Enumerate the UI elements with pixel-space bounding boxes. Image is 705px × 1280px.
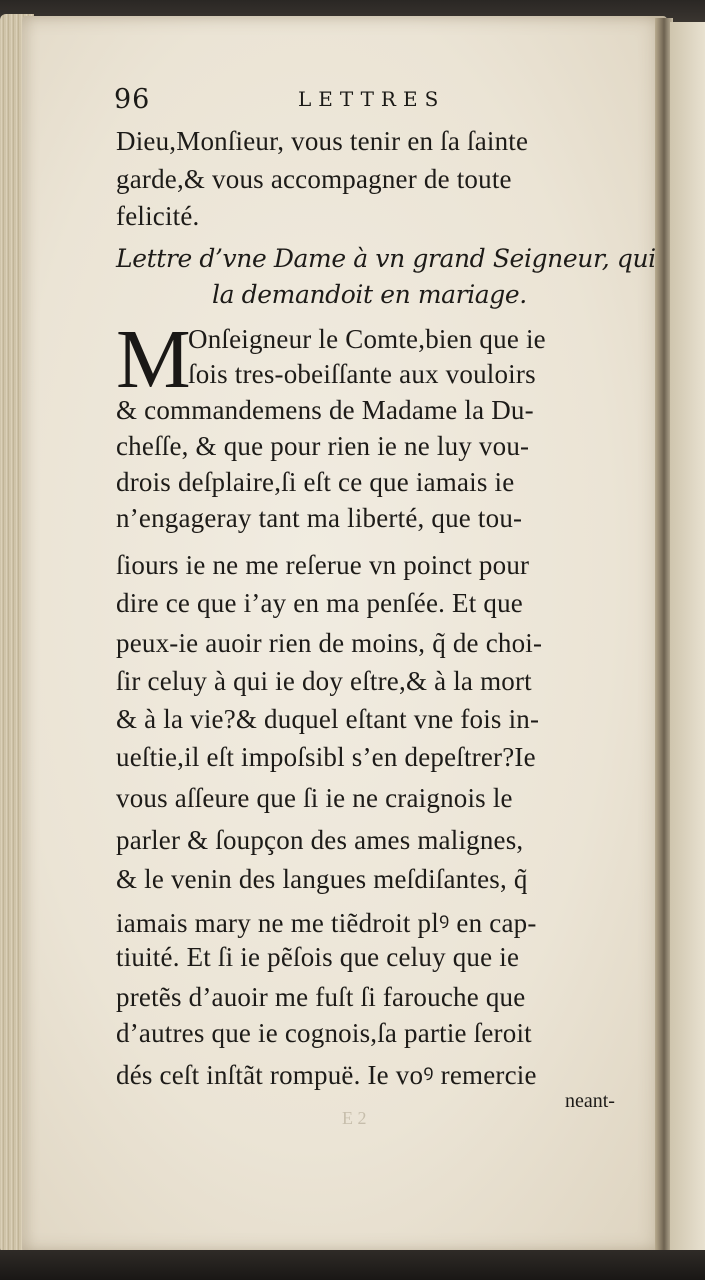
drop-cap: M [116, 313, 191, 406]
letter-line: dire ce que i’ay en ma penſée. Et que [116, 588, 523, 618]
running-title: LETTRES [298, 87, 446, 111]
letter-line: ſiours ie ne me reſerue vn poinct pour [116, 550, 530, 580]
letter-line: vous aſſeure que ſi ie ne craignois le [116, 783, 513, 813]
body-line: garde,& vous accompagner de toute [116, 164, 512, 194]
letter-line: pretẽs d’auoir me fuſt ſi farouche que [116, 982, 526, 1012]
letter-line: parler & ſoupçon des ames malignes, [116, 825, 524, 855]
binding-bottom [0, 1250, 705, 1280]
facing-page [670, 22, 705, 1250]
page-number: 96 [114, 84, 151, 115]
letter-line: dés ceſt inſtãt rompuë. Ie voꝰ remercie [116, 1060, 537, 1090]
letter-title-line: la demandoit en mariage. [212, 280, 527, 309]
letter-line: peux-ie auoir rien de moins, q̃ de choi- [116, 628, 543, 658]
letter-line: iamais mary ne me tiẽdroit plꝰ en cap- [116, 908, 537, 938]
letter-line: & commandemens de Madame la Du- [116, 395, 534, 425]
letter-line: drois deſplaire,ſi eſt ce que iamais ie [116, 467, 515, 497]
letter-line: ſir celuy à qui ie doy eſtre,& à la mort [116, 666, 532, 696]
letter-line: ueſtie,il eſt impoſsibl s’en depeſtrer?Ie [116, 742, 536, 772]
catchword: neant- [565, 1090, 615, 1112]
letter-line: ſois tres-obeiſſante aux vouloirs [188, 359, 536, 389]
letter-title-line: Lettre d’vne Dame à vn grand Seigneur, qui [116, 244, 656, 273]
body-line: Dieu,Monſieur, vous tenir en ſa ſainte [116, 126, 529, 156]
letter-line: & à la vie?& duquel eſtant vne fois in- [116, 704, 540, 734]
letter-line: & le venin des langues meſdiſantes, q̃ [116, 864, 528, 894]
letter-line: n’engageray tant ma liberté, que tou- [116, 503, 523, 533]
letter-line: Onſeigneur le Comte,bien que ie [188, 324, 546, 354]
letter-line: cheſſe, & que pour rien ie ne luy vou- [116, 431, 530, 461]
body-line: felicité. [116, 201, 200, 231]
letter-line: tiuité. Et ſi ie pẽſois que celuy que ie [116, 942, 520, 972]
letter-line: d’autres que ie cognois,ſa partie ſeroit [116, 1018, 532, 1048]
signature-mark-show-through: E 2 [342, 1108, 367, 1128]
